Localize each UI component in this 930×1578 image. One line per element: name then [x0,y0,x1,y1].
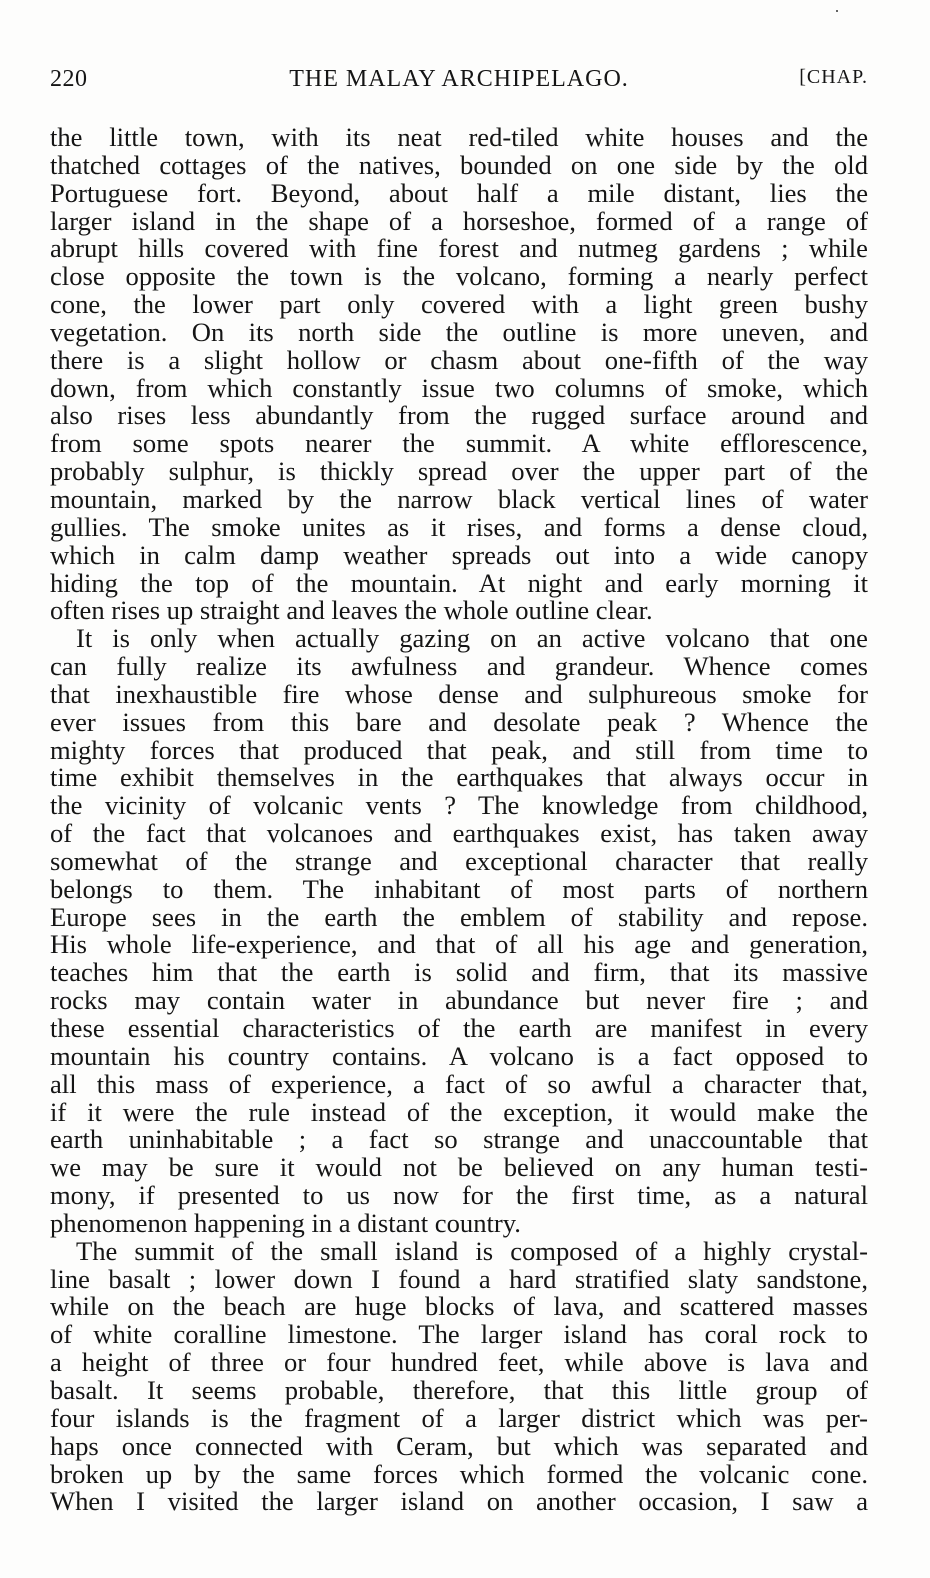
text-line: belongs to them. The inhabitant of most parts of northern [50,873,868,904]
text-line: the vicinity of volcanic vents ? The knowledge from childhood, [50,790,868,821]
text-line: down, from which constantly issue two columns of smoke, which [50,372,868,403]
text-line: all this mass of experience, a fact of so awful a character that, [50,1068,868,1099]
speck-mark [836,10,838,12]
text-line: somewhat of the strange and exceptional character that really [50,845,868,876]
running-header [50,66,868,106]
text-line: mountain, marked by the narrow black vertical lines of water [50,483,868,514]
text-line: of white coralline limestone. The larger island has coral rock to [50,1319,868,1350]
text-line: teaches him that the earth is solid and firm, that its massive [50,957,868,988]
text-line: haps once connected with Ceram, but which was separated and [50,1430,868,1461]
text-line: Portuguese fort. Beyond, about half a mile distant, lies the [50,177,868,208]
chapter-mark: [CHAP. [799,66,868,88]
running-title: THE MALAY ARCHIPELAGO. [289,66,629,92]
text-line: gullies. The smoke unites as it rises, and forms a dense cloud, [50,511,868,542]
text-line: ever issues from this bare and desolate peak ? Whence the [50,706,868,737]
text-line: often rises up straight and leaves the whole outline clear. [50,595,653,626]
text-line: time exhibit themselves in the earthquakes that always occur in [50,762,868,793]
text-line: rocks may contain water in abundance but never fire ; and [50,985,868,1016]
text-line: probably sulphur, is thickly spread over the upper part of the [50,456,868,487]
text-line: basalt. It seems probable, therefore, that this little group of [50,1374,868,1405]
text-line: larger island in the shape of a horseshoe, formed of a range of [50,205,868,236]
text-line: It is only when actually gazing on an active volcano that one [76,623,868,654]
text-line: The summit of the small island is composed of a highly crystal- [76,1235,868,1266]
text-line: these essential characteristics of the earth are manifest in every [50,1013,868,1043]
text-line: while on the beach are huge blocks of lava, and scattered masses [50,1291,868,1322]
text-line: vegetation. On its north side the outline is more uneven, and [50,316,868,347]
text-line: cone, the lower part only covered with a light green bushy [50,289,868,320]
text-line: if it were the rule instead of the exception, it would make the [50,1096,868,1127]
text-line: mighty forces that produced that peak, and still from time to [50,734,868,765]
text-line: we may be sure it would not be believed on any human testi- [50,1152,868,1183]
text-line: When I visited the larger island on another occasion, I saw a [50,1486,868,1517]
body-text [50,124,868,1516]
text-line: can fully realize its awfulness and grandeur. Whence comes [50,651,868,682]
text-line: from some spots nearer the summit. A white efflorescence, [50,428,868,459]
text-line: the little town, with its neat red-tiled white houses and the [50,122,868,152]
text-line: mony, if presented to us now for the first time, as a natural [50,1180,868,1211]
text-line: line basalt ; lower down I found a hard stratified slaty sandstone, [50,1263,868,1294]
text-line: earth uninhabitable ; a fact so strange and unaccountable that [50,1124,868,1155]
text-line: that inexhaustible fire whose dense and sulphureous smoke for [50,678,868,709]
page-number: 220 [50,66,88,92]
text-line: there is a slight hollow or chasm about one-fifth of the way [50,344,868,375]
text-line: mountain his country contains. A volcano is a fact opposed to [50,1040,868,1071]
text-line: His whole life-experience, and that of all his age and generation, [50,929,868,960]
text-line: abrupt hills covered with fine forest and nutmeg gardens ; while [50,233,868,264]
text-line: close opposite the town is the volcano, forming a nearly perfect [50,261,868,292]
text-line: of the fact that volcanoes and earthquakes exist, has taken away [50,818,868,849]
text-line: hiding the top of the mountain. At night and early morning it [50,567,868,598]
text-line: thatched cottages of the natives, bounded on one side by the old [50,149,868,180]
text-line: also rises less abundantly from the rugged surface around and [50,400,868,431]
text-line: which in calm damp weather spreads out into a wide canopy [50,539,868,570]
text-line: a height of three or four hundred feet, while above is lava and [50,1347,868,1378]
text-line: broken up by the same forces which formed the volcanic cone. [50,1458,868,1489]
text-line: Europe sees in the earth the emblem of stability and repose. [50,901,868,932]
text-line: four islands is the fragment of a larger district which was per- [50,1402,868,1433]
text-line: phenomenon happening in a distant country. [50,1207,521,1238]
